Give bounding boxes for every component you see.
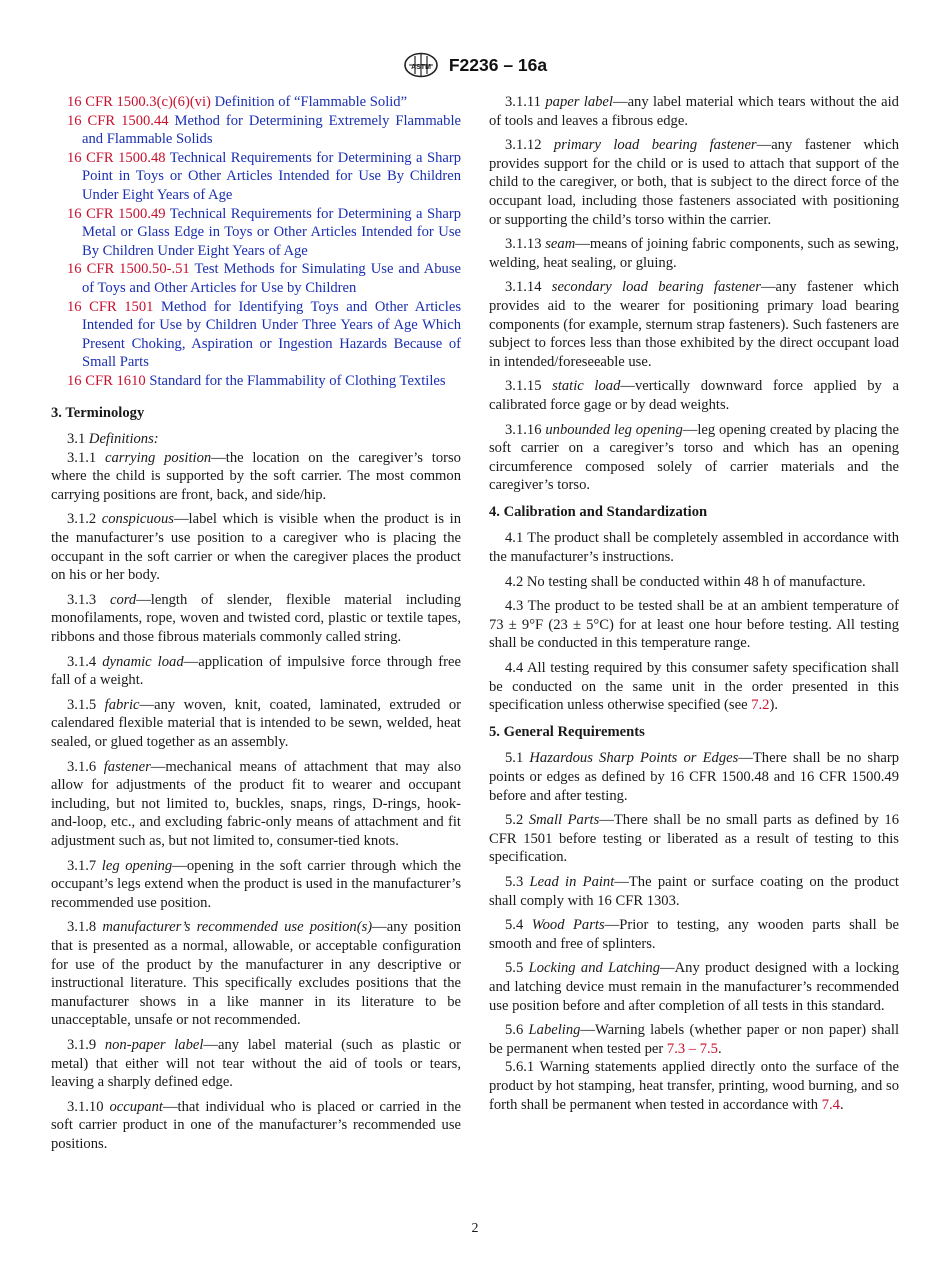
reference-item[interactable]: 16 CFR 1500.3(c)(6)(vi) Definition of “Flammable Solid” [67, 94, 408, 110]
requirement: 5.4 Wood Parts—Prior to testing, any wooden parts shall be smooth and free of splinters. [489, 917, 899, 952]
paragraph-4-3: 4.3 The product to be tested shall be at an ambient temperature of 73 ± 9°F (23 ± 5°C) for at least one hour before testing. All testing shall be conducted in this temperature range. [489, 598, 899, 652]
definition: 3.1.2 conspicuous—label which is visible when the product is in the manufacturer’s use position to a caregiver who is placing the occupant in the soft carrier or when the caregiver places the product on his or her body. [51, 511, 461, 584]
definition: 3.1.6 fastener—mechanical means of attachment that may also allow for adjustments of the product fit to wearer and occupant including, but not limited to, buckles, snaps, rings, D-rings, hook-and-loop, etc., and excluding fabric-only means of attachment and fit adjustment such as, but not limited to, consumer-tied knots. [51, 758, 461, 849]
paragraph-5-6-1: 5.6.1 Warning statements applied directly onto the surface of the product by hot stamping, heat transfer, printing, wood burning, and so forth shall be permanent when tested in accordance with 7.4. [489, 1059, 899, 1113]
logo-lettering: ASTM [410, 64, 431, 71]
section-heading-general-requirements: 5. General Requirements [489, 723, 645, 740]
reference-item[interactable]: 16 CFR 1501 Method for Identifying Toys and Other Articles Intended for Use by Children Under Three Years of Age Which Present Choking, Aspiration or Ingestion Hazards Because of Small Parts [67, 298, 461, 371]
reference-item[interactable]: 16 CFR 1500.49 Technical Requirements for Determining a Sharp Metal or Glass Edge in Toys or Other Articles Intended for Use By Children Under Eight Years of Age [67, 205, 462, 259]
definition: 3.1.10 occupant—that individual who is placed or carried in the soft carrier product in one of the manufacturer’s recommended use positions. [51, 1098, 461, 1152]
reference-item[interactable]: 16 CFR 1610 Standard for the Flammability of Clothing Textiles [67, 372, 446, 389]
document-id: F2236 – 16a [448, 54, 548, 75]
definition: 3.1.12 primary load bearing fastener—any fastener which provides support for the child or is used to attach that support of the child to the caregiver, or both, that is subject to the direct force of the occupant load, including those fasteners associated with positioning or supporting the child’s torso within the carrier. [489, 137, 899, 228]
definition: 3.1.3 cord—length of slender, flexible material including monofilaments, rope, woven and twisted cord, plastic or textile tapes, ribbons and those fibrous materials commonly called string. [51, 591, 461, 646]
definition: 3.1.11 paper label—any label material which tears without the aid of tools and leaves a fibrous edge. [489, 94, 899, 129]
definition: 3.1.7 leg opening—opening in the soft carrier through which the occupant’s legs extend when the product is used in the manufacturer’s recommended use position. [51, 857, 461, 911]
reference-list [51, 93, 461, 391]
definition: 3.1.14 secondary load bearing fastener—any fastener which provides aid to the wearer for positioning primary load bearing components (for example, sternum strap fasteners). Such fasteners are subject to forces less than those exhibited by the direct occupant load in intended/foreseeable use. [489, 279, 899, 370]
definition: 3.1.16 unbounded leg opening—leg opening created by placing the soft carrier on a caregiver’s torso and which has an opening circumference composed solely of carrier materials and the caregiver’s torso. [489, 421, 899, 494]
definition: 3.1.9 non-paper label—any label material (such as plastic or metal) that either will not tear without the aid of tools or tears, leaving a sharply defined edge. [51, 1036, 461, 1091]
left-column [51, 93, 461, 1159]
page-header [0, 52, 950, 82]
requirement: 5.3 Lead in Paint—The paint or surface coating on the product shall comply with 16 CFR 1303. [489, 873, 899, 909]
section-heading-terminology: 3. Terminology [51, 404, 145, 421]
requirement: 5.1 Hazardous Sharp Points or Edges—There shall be no sharp points or edges as defined by 16 CFR 1500.48 and 16 CFR 1500.49 before and after testing. [489, 750, 899, 804]
paragraph-3-1: 3.1 Definitions: [67, 431, 159, 448]
cross-reference-link[interactable]: 7.3 – 7.5 [666, 1040, 718, 1057]
reference-item[interactable]: 16 CFR 1500.44 Method for Determining Extremely Flammable and Flammable Solids [67, 112, 461, 148]
cross-reference-link[interactable]: 7.4 [821, 1096, 840, 1113]
reference-item[interactable]: 16 CFR 1500.50-.51 Test Methods for Simulating Use and Abuse of Toys and Other Articles for Use by Children [67, 261, 461, 296]
requirement: 5.5 Locking and Latching—Any product designed with a locking and latching device must remain in the manufacturer’s recommended use position before and after completion of all tests in this standard. [489, 960, 899, 1014]
definition: 3.1.15 static load—vertically downward force applied by a calibrated force gage or by dead weights. [489, 378, 899, 413]
requirement-labeling: 5.6 Labeling—Warning labels (whether paper or non paper) shall be permanent when tested per 7.3 – 7.5. [489, 1022, 899, 1057]
definition: 3.1.8 manufacturer’s recommended use position(s)—any position that is presented as a normal, allowable, or acceptable configuration for use of the product by the manufacturer in any descriptive or instructional literature. This specifically excludes positions that the manufacturer shows in a like manner in its literature to be unacceptable, unsafe or not recommended. [51, 919, 461, 1029]
paragraph-4-2: 4.2 No testing shall be conducted within 48 h of manufacture. [505, 573, 866, 590]
reference-item[interactable]: 16 CFR 1500.48 Technical Requirements for Determining a Sharp Point in Toys or Other Articles Intended for Use By Children Under Eight Years of Age [67, 149, 462, 203]
definition: 3.1.13 seam—means of joining fabric components, such as sewing, welding, heat sealing, or gluing. [489, 236, 899, 271]
astm-logo-icon [403, 52, 439, 78]
definition: 3.1.5 fabric—any woven, knit, coated, laminated, extruded or calendared flexible material that is intended to be sewn, welded, heat sealed, or glued together as an assembly. [51, 696, 461, 750]
section-heading-calibration: 4. Calibration and Standardization [489, 503, 708, 520]
paragraph-4-4: 4.4 All testing required by this consumer safety specification shall be conducted on the same unit in the order presented in this specification unless otherwise specified (see 7.2). [489, 660, 899, 714]
definition: 3.1.1 carrying position—the location on the caregiver’s torso where the child is supported by the soft carrier. The most common carrying positions are front, back, and side/hip. [51, 449, 461, 503]
paragraph-4-1: 4.1 The product shall be completely assembled in accordance with the manufacturer’s instructions. [489, 530, 899, 566]
right-column [489, 93, 899, 1120]
definition: 3.1.4 dynamic load—application of impulsive force through free fall of a weight. [51, 653, 461, 689]
requirement: 5.2 Small Parts—There shall be no small parts as defined by 16 CFR 1501 before testing or liberated as a result of testing to this specification. [489, 812, 900, 866]
page-number: 2 [471, 1221, 479, 1236]
cross-reference-link[interactable]: 7.2 [751, 697, 770, 714]
